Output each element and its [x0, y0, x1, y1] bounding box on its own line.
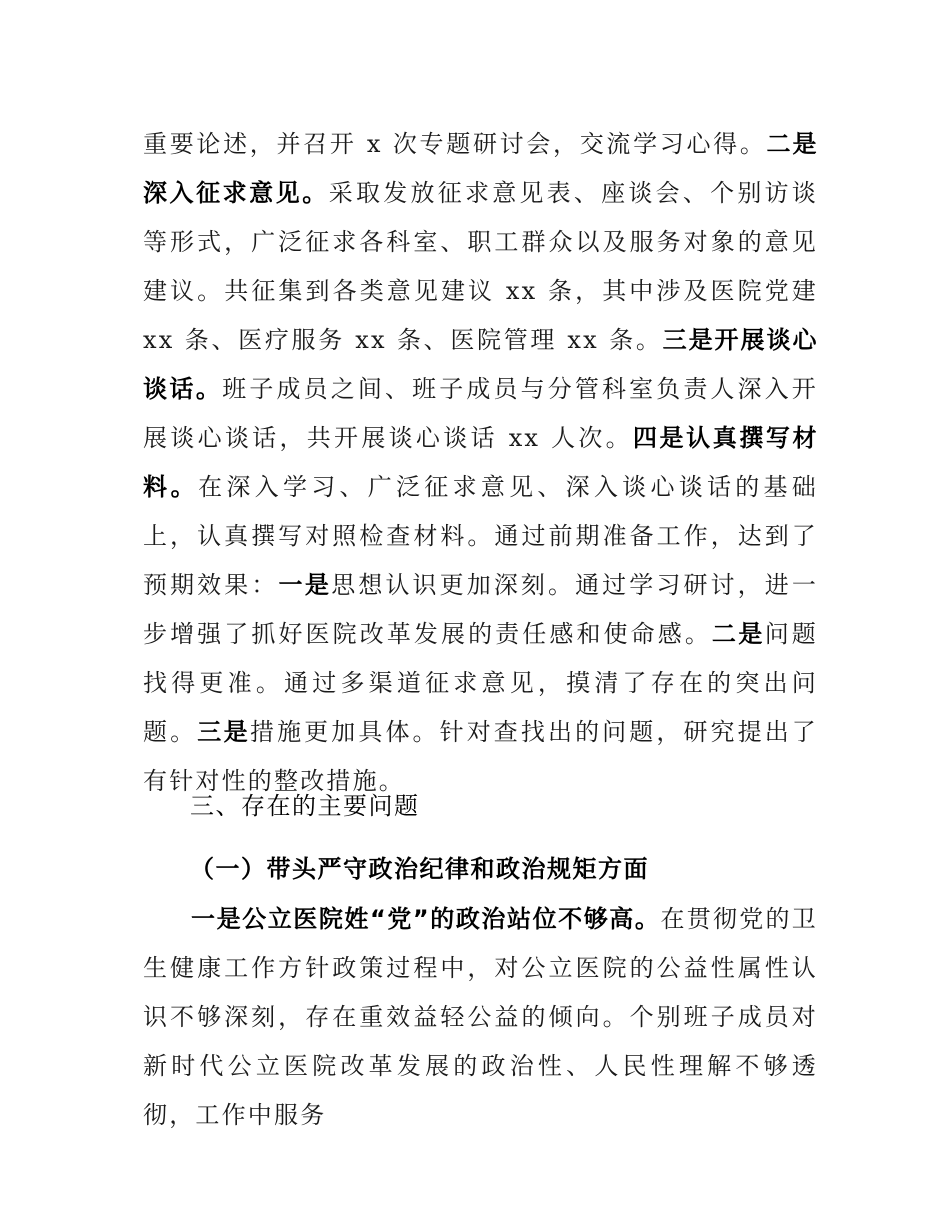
section-heading: 三、存在的主要问题 [190, 792, 420, 820]
para1-text-7: 措施更加具体。针对查找出的问题，研究提出了有针对性的整改措施。 [143, 718, 819, 795]
para1-text-1: 重要论述，并召开 x 次专题研讨会，交流学习心得。 [143, 130, 767, 158]
subsection-heading: （一）带头严守政治纪律和政治规矩方面 [190, 855, 649, 883]
para1-text-3: 班子成员之间、班子成员与分管科室负责人深入开展谈心谈话，共开展谈心谈话 xx 人次。 [143, 375, 818, 452]
para1-bold-effect-3: 三是 [197, 718, 250, 746]
para1-text-2: 采取发放征求意见表、座谈会、个别访谈等形式，广泛征求各科室、职工群众以及服务对象的意见建议。共征集到各类意见建议 xx 条，其中涉及医院党建 xx 条、医疗服务 xx 条、医院管理 xx 条。 [143, 179, 818, 354]
body-paragraph-preparation [143, 120, 818, 806]
para1-bold-effect-1: 一是 [278, 571, 332, 599]
para1-text-4: 在深入学习、广泛征求意见、深入谈心谈话的基础上，认真撰写对照检查材料。通过前期准备工作，达到了预期效果： [143, 473, 818, 599]
para2-text-1: 在贯彻党的卫生健康工作方针政策过程中，对公立医院的公益性属性认识不够深刻，存在重效益轻公益的倾向。个别班子成员对新时代公立医院改革发展的政治性、人民性理解不够透彻，工作中服务 [143, 905, 819, 1129]
para1-bold-4: 四是认真撰写材料。 [143, 424, 819, 501]
body-paragraph-problem-1 [143, 895, 818, 1140]
para1-bold-3: 三是开展谈心谈话。 [143, 326, 819, 403]
para1-bold-2: 二是深入征求意见。 [143, 130, 819, 207]
para1-text-6: 问题找得更准。通过多渠道征求意见，摸清了存在的突出问题。 [143, 620, 819, 746]
para1-bold-effect-2: 二是 [711, 620, 765, 648]
para2-bold-1: 一是公立医院姓“党”的政治站位不够高。 [191, 905, 661, 933]
para1-text-5: 思想认识更加深刻。通过学习研讨，进一步增强了抓好医院改革发展的责任感和使命感。 [143, 571, 819, 648]
